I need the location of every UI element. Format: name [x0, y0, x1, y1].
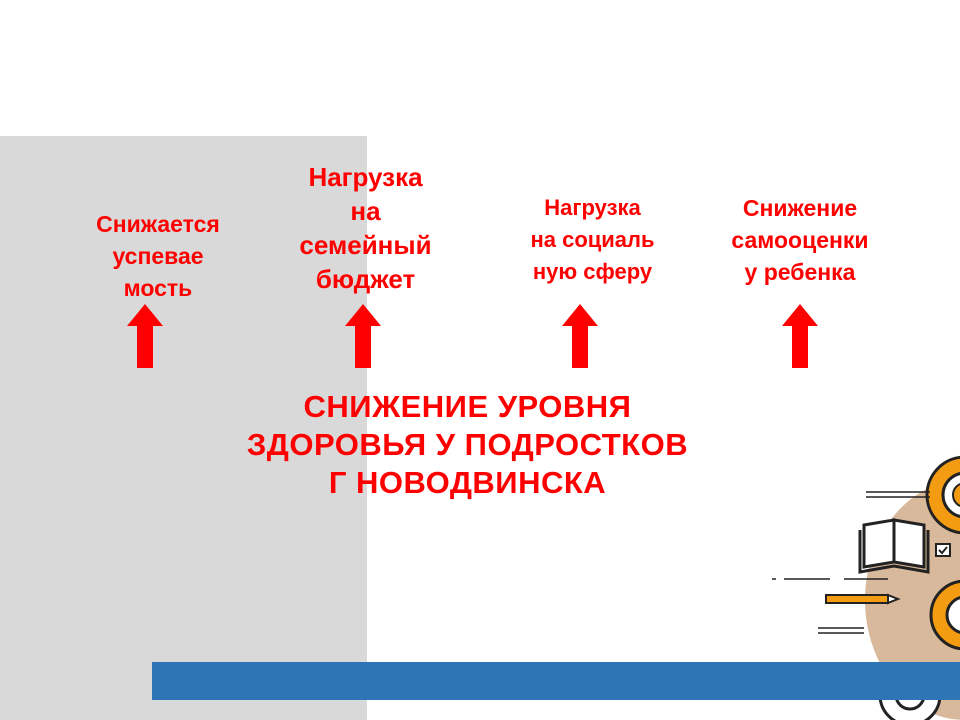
- up-arrow-icon: [127, 304, 163, 368]
- cause-label-social-sphere: Нагрузка на социаль ную сферу: [530, 195, 655, 284]
- cause-label-family-budget: Нагрузка на семейный бюджет: [299, 162, 432, 294]
- cause-label-self-esteem: Снижение самооценки у ребенка: [731, 195, 869, 285]
- pencil-icon: [826, 595, 898, 603]
- headline-line: ЗДОРОВЬЯ У ПОДРОСТКОВ: [246, 427, 689, 462]
- up-arrow-icon: [562, 304, 598, 368]
- up-arrow-icon: [782, 304, 818, 368]
- check-icon: [936, 544, 950, 556]
- cause-label-performance: Снижается успевае мость: [96, 211, 220, 301]
- up-arrow-icon: [345, 304, 381, 368]
- headline-line: СНИЖЕНИЕ УРОВНЯ: [303, 389, 632, 424]
- main-headline: [180, 388, 755, 502]
- headline-line: Г НОВОДВИНСКА: [328, 465, 607, 500]
- footer-bar: [152, 662, 960, 700]
